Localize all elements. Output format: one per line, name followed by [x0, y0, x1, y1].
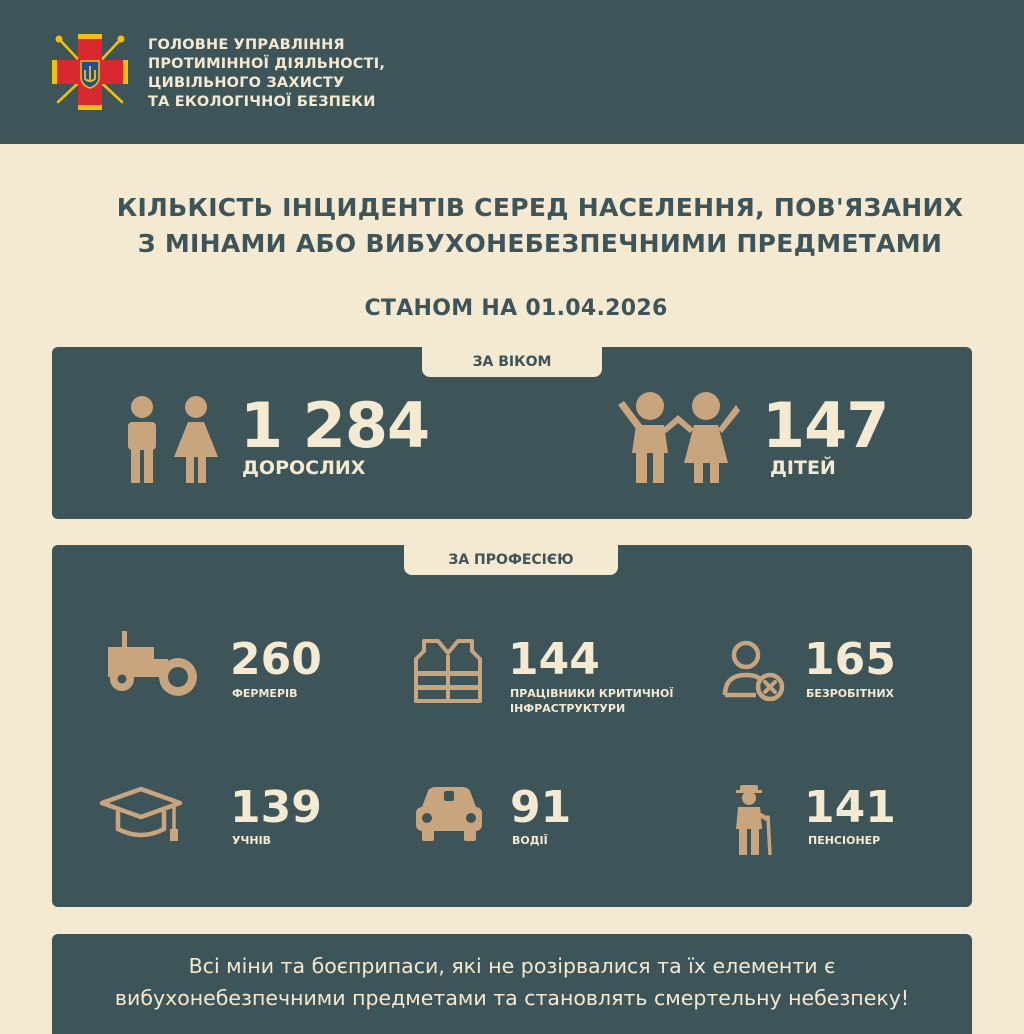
adults-icon	[124, 395, 222, 483]
header-bar	[0, 0, 1024, 144]
label-line: ПЕНСІОНЕР	[808, 834, 881, 847]
pensioners-label	[808, 833, 880, 848]
students-label	[232, 833, 271, 848]
org-line: ГОЛОВНЕ УПРАВЛІННЯ	[148, 37, 345, 53]
label-line: ПРАЦІВНИКИ КРИТИЧНОЇ	[510, 687, 674, 700]
label-line: ІНФРАСТРУКТУРИ	[510, 702, 626, 715]
children-count: 147	[762, 389, 889, 462]
unemployed-count: 165	[804, 634, 896, 685]
children-label: ДІТЕЙ	[770, 457, 836, 479]
title-line-2: З МІНАМИ АБО ВИБУХОНЕБЕЗПЕЧНИМИ ПРЕДМЕТАМИ	[137, 229, 943, 258]
graduation-cap-icon	[98, 785, 184, 855]
safety-vest-icon	[414, 637, 482, 705]
org-name	[148, 36, 385, 112]
drivers-label	[512, 833, 548, 848]
pensioner-icon	[728, 783, 778, 855]
warning-line-1: Всі міни та боєприпаси, які не розірвалися та їх елементи є	[188, 954, 836, 978]
infrastructure-label	[510, 686, 673, 716]
students-count: 139	[230, 782, 322, 833]
unemployed-user-icon	[722, 639, 786, 703]
infrastructure-count: 144	[508, 634, 600, 685]
label-line: УЧНІВ	[232, 834, 272, 847]
title-line-1: КІЛЬКІСТЬ ІНЦИДЕНТІВ СЕРЕД НАСЕЛЕННЯ, ПОВ'ЯЗАНИХ	[116, 193, 964, 222]
org-line: ПРОТИМІННОЇ ДІЯЛЬНОСТІ,	[148, 56, 386, 72]
date-subtitle: СТАНОМ НА 01.04.2026	[364, 296, 668, 321]
farmers-label	[232, 686, 297, 701]
cross-emblem-icon	[48, 30, 132, 114]
page-title	[0, 190, 1024, 262]
tractor-icon	[106, 631, 198, 697]
adults-label: ДОРОСЛИХ	[242, 457, 366, 479]
children-icon	[616, 391, 742, 483]
profession-tag: ЗА ПРОФЕСІЄЮ	[404, 545, 618, 575]
warning-line-2: вибухонебезпечними предметами та становлять смертельну небезпеку!	[114, 986, 910, 1010]
warning-text	[52, 950, 972, 1014]
label-line: ФЕРМЕРІВ	[232, 687, 298, 700]
drivers-count: 91	[510, 782, 572, 833]
adults-count: 1 284	[240, 389, 430, 462]
warning-panel	[52, 934, 972, 1034]
age-tag: ЗА ВІКОМ	[422, 347, 602, 377]
farmers-count: 260	[230, 634, 322, 685]
org-line: ЦИВІЛЬНОГО ЗАХИСТУ	[148, 75, 345, 91]
unemployed-label	[806, 686, 894, 701]
pensioners-count: 141	[804, 782, 896, 833]
label-line: ВОДІЇ	[512, 834, 548, 847]
car-icon	[414, 785, 484, 843]
label-line: БЕЗРОБІТНИХ	[806, 687, 894, 700]
age-panel	[52, 347, 972, 519]
profession-panel	[52, 545, 972, 907]
org-line: ТА ЕКОЛОГІЧНОЇ БЕЗПЕКИ	[148, 94, 376, 110]
